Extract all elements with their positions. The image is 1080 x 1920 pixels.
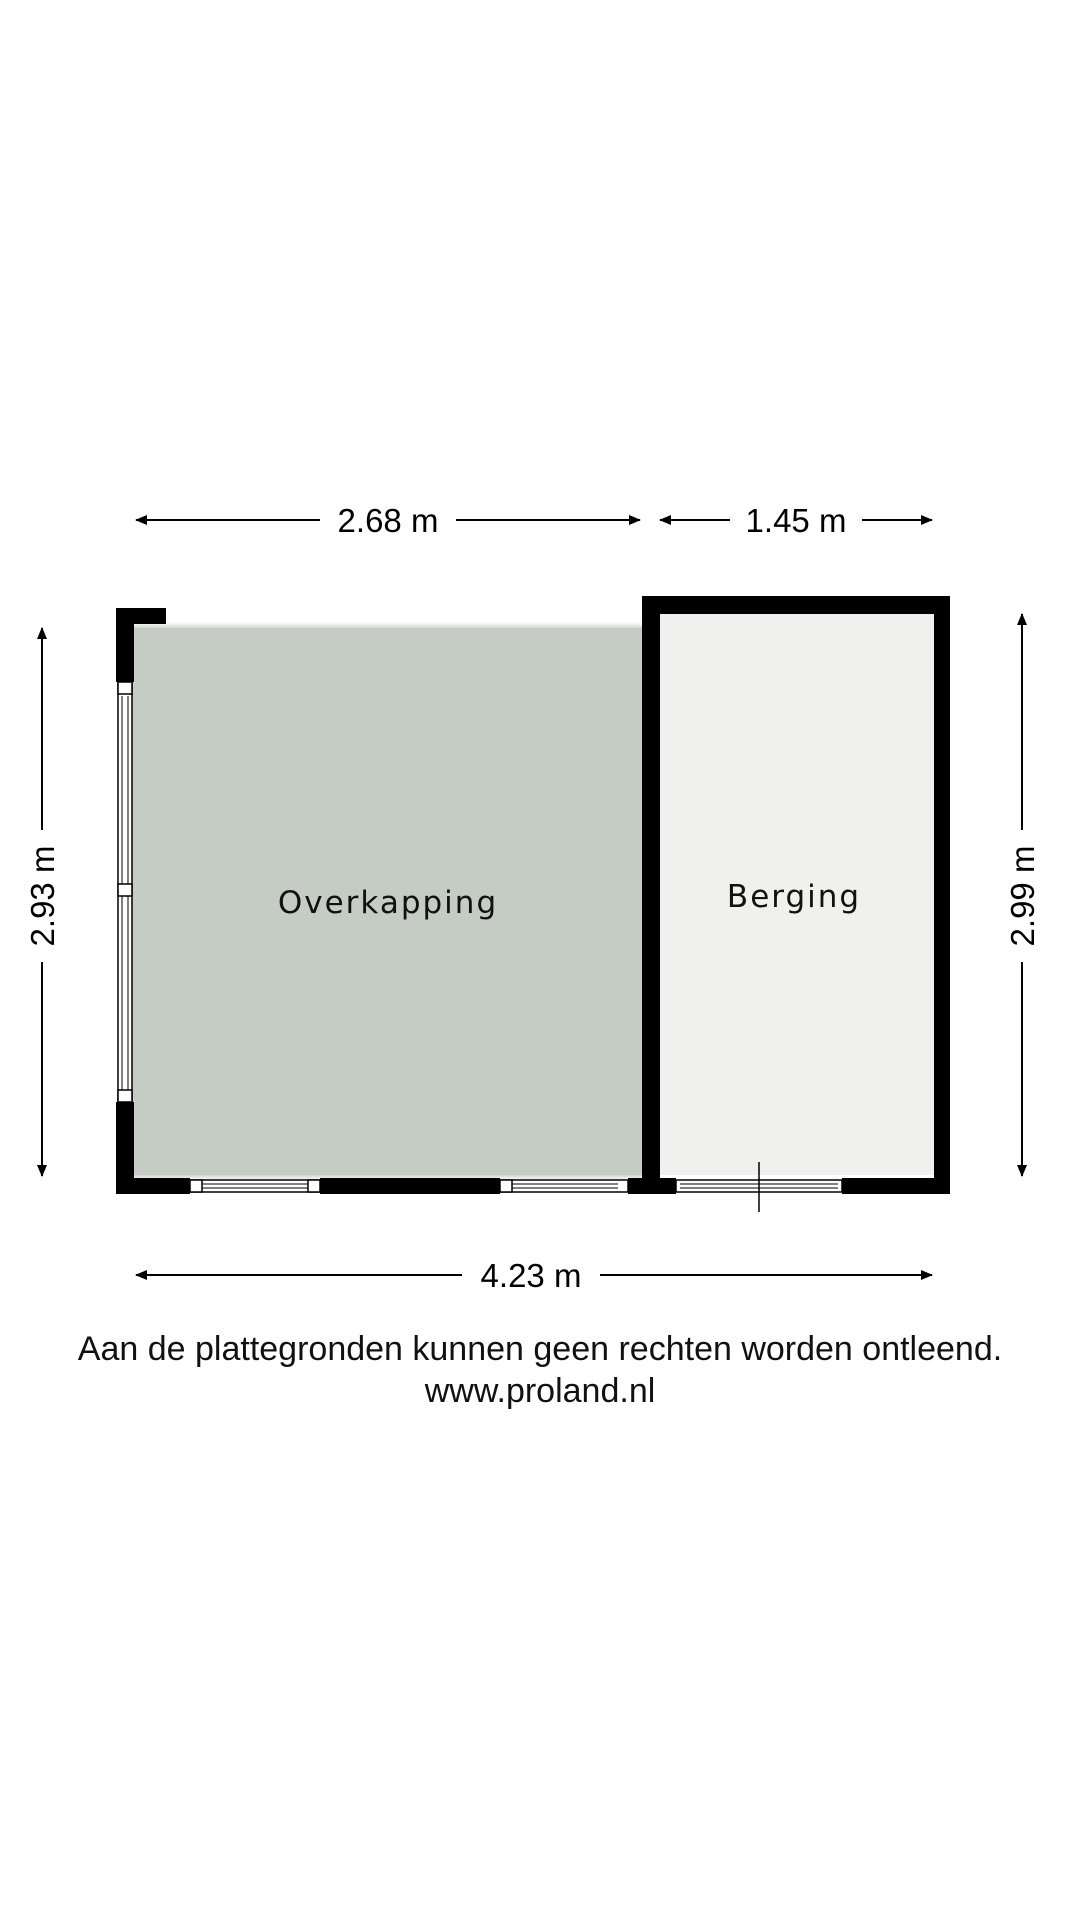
dimension-top-left: 2.68 m <box>337 502 439 539</box>
disclaimer-text: Aan de plattegronden kunnen geen rechten worden ontleend. <box>77 1330 1003 1368</box>
bottom-window-1 <box>190 1180 320 1192</box>
bottom-window-2 <box>500 1180 628 1192</box>
dimension-left: 2.93 m <box>24 845 61 947</box>
dimension-bottom: 4.23 m <box>480 1257 582 1294</box>
website-link[interactable]: www.proland.nl <box>424 1372 656 1410</box>
room-label-overkapping: Overkapping <box>277 885 499 921</box>
left-window <box>118 682 132 1102</box>
dimension-right: 2.99 m <box>1004 845 1041 947</box>
room-label-berging: Berging <box>726 879 862 915</box>
dimension-top-right: 1.45 m <box>745 502 847 539</box>
